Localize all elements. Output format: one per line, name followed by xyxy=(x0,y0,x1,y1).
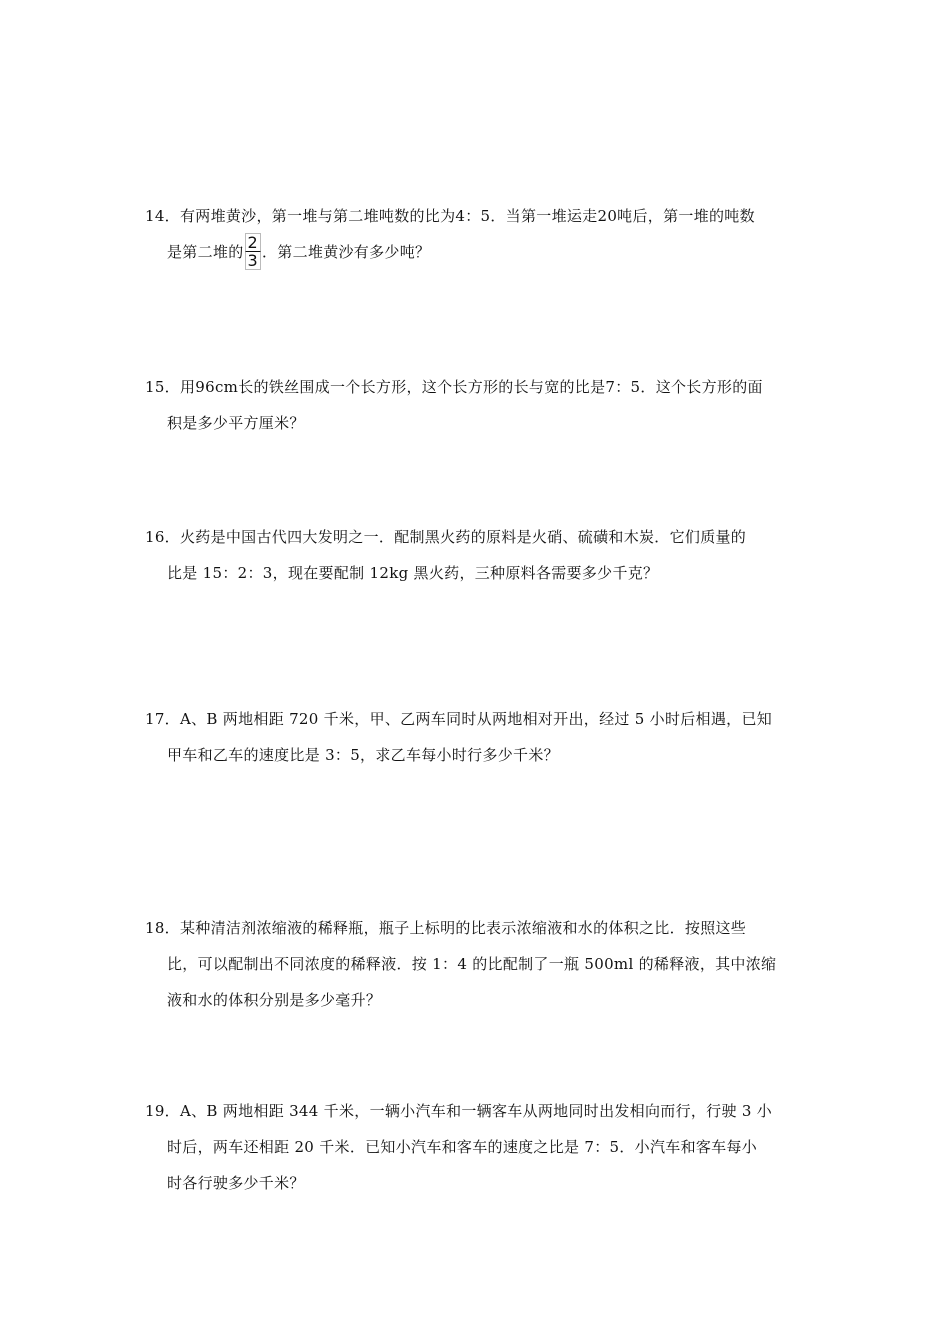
problem-15 xyxy=(145,369,810,441)
fraction-denominator: 3 xyxy=(245,252,261,270)
problem-18-line-1: 18．某种清洁剂浓缩液的稀释瓶，瓶子上标明的比表示浓缩液和水的体积之比．按照这些 xyxy=(145,919,747,937)
problem-17 xyxy=(145,701,810,773)
problem-17-line-2: 甲车和乙车的速度比是 3：5，求乙车每小时行多少千米？ xyxy=(167,746,559,764)
problem-16-line-2: 比是 15：2：3，现在要配制 12kg 黑火药，三种原料各需要多少千克？ xyxy=(167,564,659,582)
problem-14-line-2 xyxy=(145,234,810,272)
problem-19-line-3: 时各行驶多少千米？ xyxy=(167,1174,305,1192)
problem-18 xyxy=(145,910,810,1018)
problem-17-line-1: 17．A、B 两地相距 720 千米，甲、乙两车同时从两地相对开出，经过 5 小时后相遇，已知 xyxy=(145,710,773,728)
problem-19-line-2: 时后，两车还相距 20 千米．已知小汽车和客车的速度之比是 7：5．小汽车和客车每小 xyxy=(167,1138,758,1156)
problem-18-line-2: 比，可以配制出不同浓度的稀释液．按 1：4 的比配制了一瓶 500ml 的稀释液，其中浓缩 xyxy=(167,955,777,973)
problem-14 xyxy=(145,198,810,272)
problem-18-line-3: 液和水的体积分别是多少毫升？ xyxy=(167,991,382,1009)
fraction-numerator: 2 xyxy=(245,233,261,252)
problem-14-text-after-fraction: ．第二堆黄沙有多少吨？ xyxy=(262,243,431,261)
problem-19 xyxy=(145,1093,810,1201)
problem-15-line-1: 15．用96cm长的铁丝围成一个长方形，这个长方形的长与宽的比是7：5．这个长方形的面 xyxy=(145,378,763,396)
problem-19-line-1: 19．A、B 两地相距 344 千米，一辆小汽车和一辆客车从两地同时出发相向而行，行驶 3 小 xyxy=(145,1102,773,1120)
problem-14-text-before-fraction: 是第二堆的 xyxy=(167,243,244,261)
fraction-two-thirds xyxy=(245,233,261,270)
problem-16-line-1: 16．火药是中国古代四大发明之一．配制黑火药的原料是火硝、硫磺和木炭．它们质量的 xyxy=(145,528,747,546)
problem-16 xyxy=(145,519,810,591)
problem-15-line-2: 积是多少平方厘米？ xyxy=(167,414,305,432)
problem-14-line-1: 14．有两堆黄沙，第一堆与第二堆吨数的比为4：5．当第一堆运走20吨后，第一堆的吨数 xyxy=(145,207,755,225)
